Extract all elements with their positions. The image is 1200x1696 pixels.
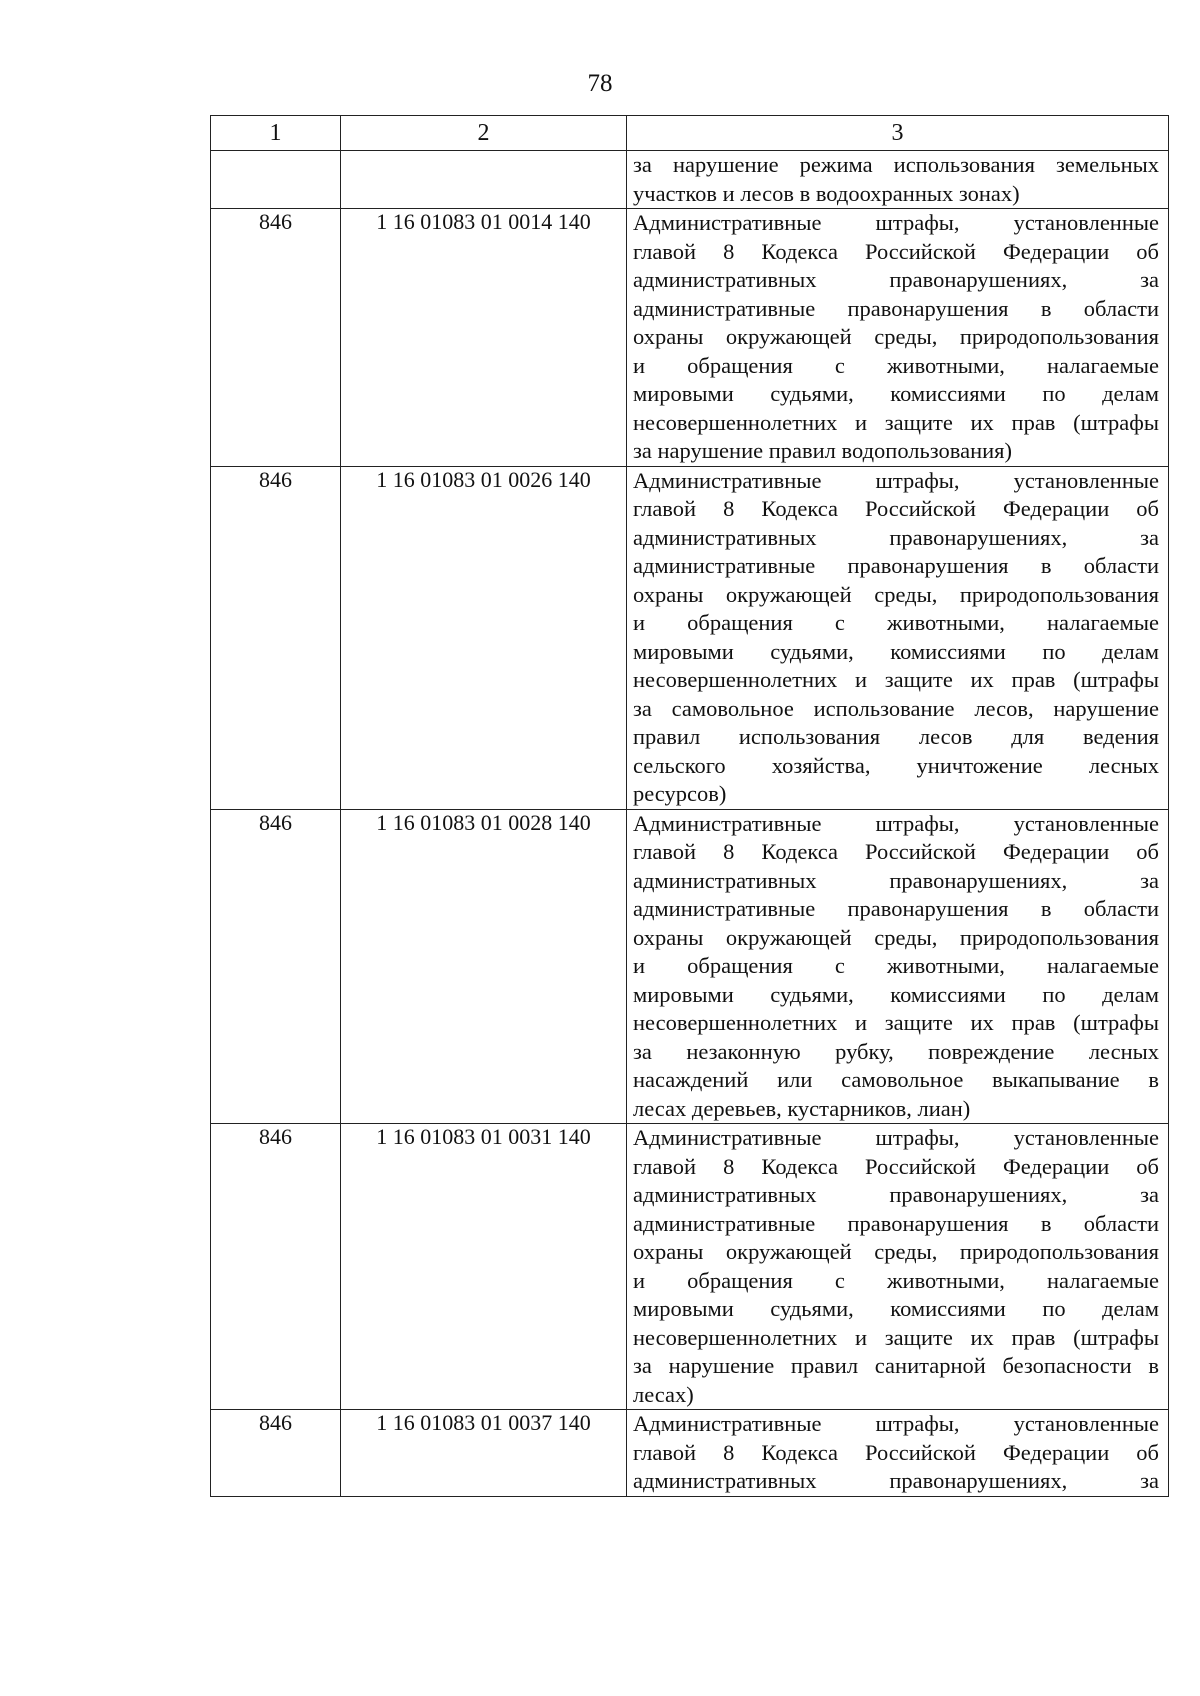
description-line: административные правонарушения в области — [633, 295, 1159, 321]
page-number: 78 — [587, 70, 613, 97]
description-cell — [627, 151, 1169, 209]
description-cell — [627, 466, 1169, 809]
description-line: лесах деревьев, кустарников, лиан) — [633, 1095, 971, 1121]
description-line: Административные штрафы, установленные — [633, 467, 1159, 493]
description-line: главой 8 Кодекса Российской Федерации об — [633, 238, 1159, 264]
description-line: за самовольное использование лесов, нарушение — [633, 695, 1159, 721]
description-line: и обращения с животными, налагаемые — [633, 1267, 1159, 1293]
description-line: главой 8 Кодекса Российской Федерации об — [633, 496, 1159, 521]
table-row — [211, 1410, 1169, 1497]
description-line: главой 8 Кодекса Российской Федерации об — [633, 1439, 1159, 1465]
description-line: охраны окружающей среды, природопользования — [633, 1239, 1159, 1264]
table-row — [211, 209, 1169, 467]
description-line: несовершеннолетних и защите их прав (штрафы — [633, 409, 1159, 435]
description-line: административных правонарушениях, за — [633, 524, 1159, 550]
description-line: сельского хозяйства, уничтожение лесных — [633, 752, 1159, 778]
description-line: административные правонарушения в области — [633, 553, 1159, 578]
budget-code-cell: 1 16 01083 01 0037 140 — [341, 1410, 627, 1497]
description-line: мировыми судьями, комиссиями по делам — [633, 1296, 1159, 1321]
description-line: административных правонарушениях, за — [633, 867, 1159, 893]
agency-code-cell: 846 — [211, 1124, 341, 1410]
header-col-2: 2 — [341, 116, 627, 151]
description-line: мировыми судьями, комиссиями по делам — [633, 381, 1159, 406]
table-row — [211, 466, 1169, 809]
description-line: несовершеннолетних и защите их прав (штрафы — [633, 1324, 1159, 1350]
table-row — [211, 809, 1169, 1124]
description-line: Административные штрафы, установленные — [633, 210, 1159, 235]
description-line: Административные штрафы, установленные — [633, 1411, 1159, 1436]
agency-code-cell: 846 — [211, 1410, 341, 1497]
agency-code-cell: 846 — [211, 209, 341, 467]
header-col-1: 1 — [211, 116, 341, 151]
description-line: правил использования лесов для ведения — [633, 724, 1159, 749]
agency-code-cell: 846 — [211, 466, 341, 809]
budget-code-cell: 1 16 01083 01 0028 140 — [341, 809, 627, 1124]
agency-code-cell: 846 — [211, 809, 341, 1124]
description-line: охраны окружающей среды, природопользования — [633, 324, 1159, 349]
description-line: за незаконную рубку, повреждение лесных — [633, 1038, 1159, 1064]
description-line: и обращения с животными, налагаемые — [633, 610, 1159, 635]
description-line: несовершеннолетних и защите их прав (штрафы — [633, 1010, 1159, 1035]
budget-code-cell: 1 16 01083 01 0026 140 — [341, 466, 627, 809]
description-line: охраны окружающей среды, природопользования — [633, 924, 1159, 950]
description-line: главой 8 Кодекса Российской Федерации об — [633, 839, 1159, 864]
description-line: за нарушение режима использования земельных — [633, 152, 1159, 177]
description-line: и обращения с животными, налагаемые — [633, 352, 1159, 378]
description-cell — [627, 1410, 1169, 1497]
description-line: административных правонарушениях, за — [633, 267, 1159, 292]
description-cell — [627, 1124, 1169, 1410]
header-col-3: 3 — [627, 116, 1169, 151]
agency-code-cell — [211, 151, 341, 209]
table-row — [211, 1124, 1169, 1410]
description-line: несовершеннолетних и защите их прав (штрафы — [633, 667, 1159, 692]
description-cell — [627, 209, 1169, 467]
description-line: мировыми судьями, комиссиями по делам — [633, 981, 1159, 1007]
description-line: за нарушение правил водопользования) — [633, 438, 1013, 463]
description-line: административных правонарушениях, за — [633, 1182, 1159, 1207]
budget-code-cell: 1 16 01083 01 0014 140 — [341, 209, 627, 467]
description-line: за нарушение правил санитарной безопасности в — [633, 1353, 1159, 1378]
table-row — [211, 151, 1169, 209]
header-row — [211, 116, 1169, 151]
description-line: Административные штрафы, установленные — [633, 1125, 1159, 1150]
description-line: и обращения с животными, налагаемые — [633, 953, 1159, 978]
description-line: административные правонарушения в области — [633, 896, 1159, 921]
budget-code-cell — [341, 151, 627, 209]
description-line: лесах) — [633, 1381, 694, 1407]
description-line: насаждений или самовольное выкапывание в — [633, 1067, 1159, 1092]
description-line: мировыми судьями, комиссиями по делам — [633, 638, 1159, 664]
description-cell — [627, 809, 1169, 1124]
description-line: охраны окружающей среды, природопользования — [633, 581, 1159, 607]
budget-code-cell: 1 16 01083 01 0031 140 — [341, 1124, 627, 1410]
description-line: административных правонарушениях, за — [633, 1468, 1159, 1493]
description-line: Административные штрафы, установленные — [633, 810, 1159, 836]
description-line: административные правонарушения в области — [633, 1210, 1159, 1236]
description-line: главой 8 Кодекса Российской Федерации об — [633, 1153, 1159, 1179]
budget-classification-table — [210, 115, 1169, 1497]
description-line: ресурсов) — [633, 781, 727, 806]
description-line: участков и лесов в водоохранных зонах) — [633, 180, 1020, 206]
